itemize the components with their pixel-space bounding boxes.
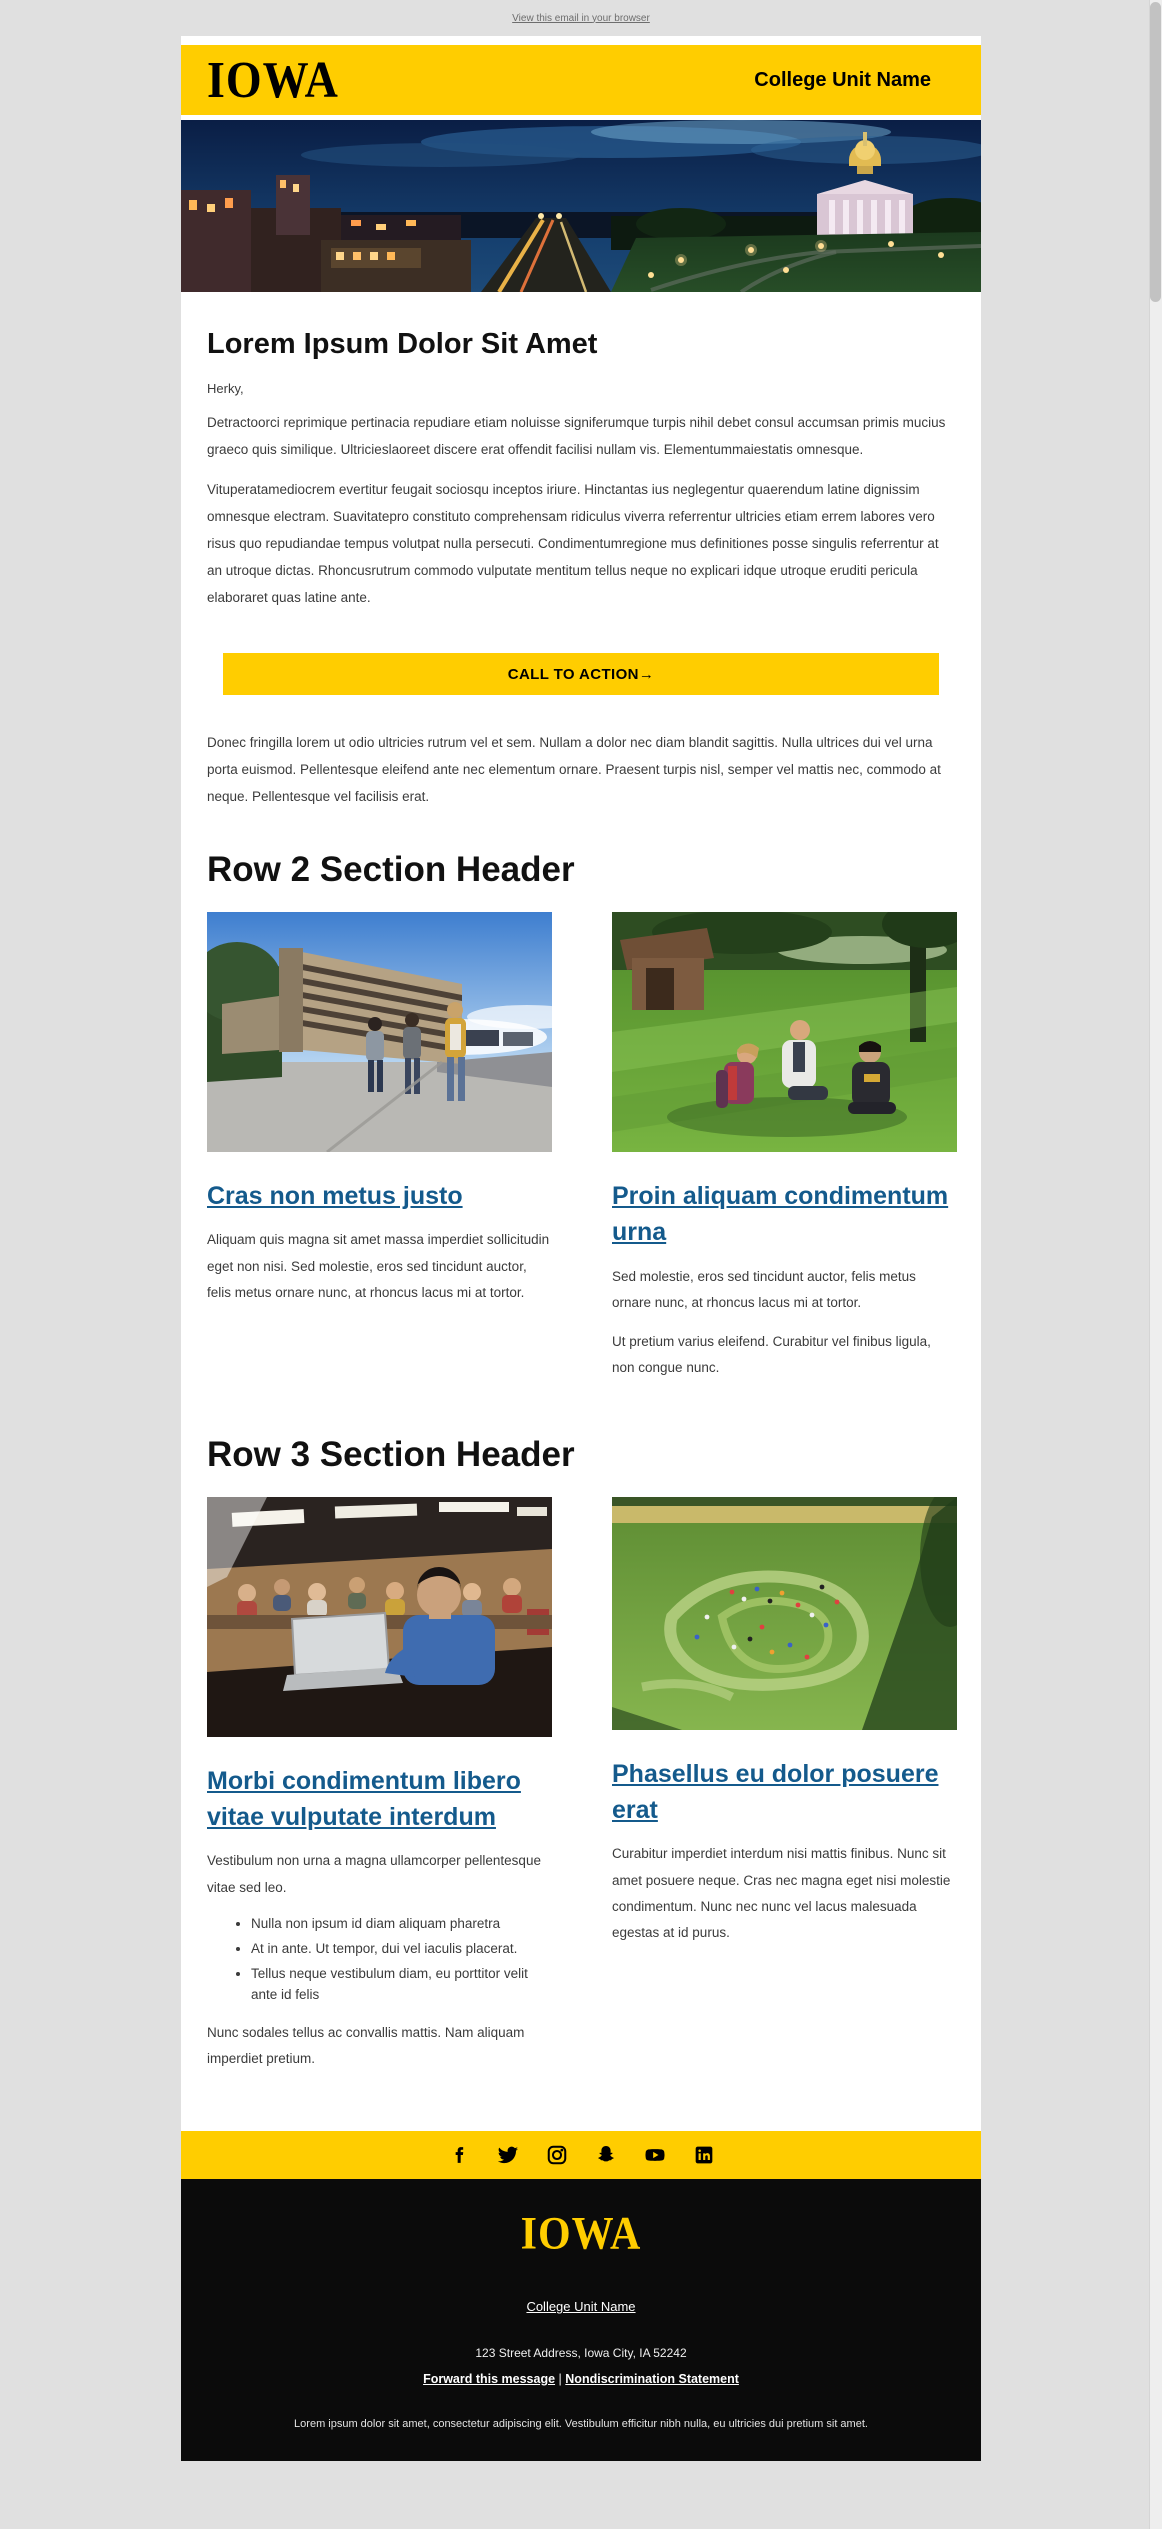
intro-paragraph-2: Vituperatamediocrem evertitur feugait sociosqu inceptos iriure. Hinctantas ius neglegentur quaerendum latine dignissim omnesque electram. Suavitatepro constituto comprehensam ridiculus viverra referrentur ultricies etiam errem labores vero risus quo repudiandae tempus volutpat nulla persecuti. Condimentumregione mus definitiones posse singulis referrentur at an utroque dictas. Rhoncusrutrum commodo vulputate mentitum tellus neque no explicari idque utroque eruditi pericula elaboraret quas latine ante. — [207, 482, 939, 605]
forward-message-link[interactable]: Forward this message — [423, 2372, 556, 2387]
row3-left-paragraph-after: Nunc sodales tellus ac convallis mattis. Nam aliquam imperdiet pretium. — [207, 2024, 525, 2066]
after-cta-paragraph: Donec fringilla lorem ut odio ultricies rutrum vel et sem. Nullam a dolor nec diam blandit sagittis. Nulla ultrices dui vel urna porta euismod. Pellentesque eleifend ante nec elementum ornare. Praesent turpis nisl, semper vel mattis nec, commodo at neque. Pellentesque vel facilisis erat. — [207, 735, 941, 804]
row3-right-link[interactable]: Phasellus eu dolor posuere erat — [612, 1759, 939, 1824]
row2-section-header: Row 2 Section Header — [207, 850, 575, 889]
cta-container — [207, 653, 955, 695]
footer-fine-print: Lorem ipsum dolor sit amet, consectetur adipiscing elit. Vestibulum efficitur nibh nulla, eu ultricies dui pretium sit amet. — [294, 2418, 868, 2431]
nondiscrimination-link[interactable]: Nondiscrimination Statement — [565, 2372, 739, 2387]
view-in-browser-link[interactable]: View this email in your browser — [512, 12, 650, 24]
row2-right-image — [612, 912, 957, 1152]
greeting: Herky, — [207, 381, 244, 396]
row2-right-paragraph-2: Ut pretium varius eleifend. Curabitur vel finibus ligula, non congue nunc. — [612, 1334, 931, 1376]
main-content — [181, 292, 981, 2131]
row3-right-image — [612, 1497, 957, 1730]
preheader — [0, 0, 1162, 36]
college-unit-name: College Unit Name — [754, 68, 931, 91]
bullet-item: • Nulla non ipsum id diam aliquam pharetra — [251, 1914, 552, 1935]
row2-right-paragraph-1: Sed molestie, eros sed tincidunt auctor, felis metus ornare nunc, at rhoncus lacus mi at tortor. — [612, 1268, 916, 1310]
call-to-action-button[interactable]: CALL TO ACTION→ — [223, 653, 939, 695]
page-scrollbar[interactable] — [1149, 0, 1162, 2529]
row2-left-image — [207, 912, 552, 1152]
row2-column-right — [612, 912, 957, 1395]
social-bar — [181, 2131, 981, 2179]
footer-links — [221, 2372, 941, 2386]
iowa-footer-logo: IOWA — [520, 2208, 642, 2260]
row3-left-image — [207, 1497, 552, 1737]
row3-left-link[interactable]: Morbi condimentum libero vitae vulputate interdum — [207, 1766, 521, 1831]
footer — [181, 2179, 981, 2461]
header-brand-bar — [181, 45, 981, 115]
hero-image — [181, 120, 981, 292]
facebook-icon[interactable] — [448, 2144, 470, 2166]
row2-left-link[interactable]: Cras non metus justo — [207, 1182, 463, 1210]
footer-unit-link[interactable]: College Unit Name — [526, 2299, 636, 2315]
scrollbar-thumb[interactable] — [1150, 2, 1161, 302]
row3-column-left — [207, 1497, 552, 2085]
footer-address: 123 Street Address, Iowa City, IA 52242 — [475, 2346, 687, 2361]
instagram-icon[interactable] — [546, 2144, 568, 2166]
row3-left-paragraph-before: Vestibulum non urna a magna ullamcorper pellentesque vitae sed leo. — [207, 1853, 541, 1895]
row2-right-link[interactable]: Proin aliquam condimentum urna — [612, 1182, 949, 1247]
snapchat-icon[interactable] — [595, 2144, 617, 2166]
row2-columns — [207, 912, 955, 1395]
email-body — [181, 36, 981, 2461]
row3-column-right — [612, 1497, 957, 2085]
page-title: Lorem Ipsum Dolor Sit Amet — [207, 328, 598, 360]
youtube-icon[interactable] — [644, 2144, 666, 2166]
row3-columns — [207, 1497, 955, 2085]
row2-column-left — [207, 912, 552, 1395]
intro-paragraph-1: Detractoorci reprimique pertinacia repudiare etiam noluisse signiferumque turpis nihil debet consul accumsan primis mucius graeco quis similique. Ultricieslaoreet discere erat offendit facilisi nullam vis. Elementummaiestatis omnesque. — [207, 415, 946, 457]
row2-left-paragraph: Aliquam quis magna sit amet massa imperdiet sollicitudin eget non nisi. Sed molestie, eros sed tincidunt auctor, felis metus ornare nunc, at rhoncus lacus mi at tortor. — [207, 1232, 550, 1300]
row3-section-header: Row 3 Section Header — [207, 1434, 575, 1474]
row3-right-paragraph: Curabitur imperdiet interdum nisi mattis finibus. Nunc sit amet posuere neque. Cras nec magna eget nisi molestie condimentum. Nunc nec nunc vel lacus malesuada egestas at id purus. — [612, 1846, 951, 1941]
twitter-icon[interactable] — [497, 2144, 519, 2166]
bullet-item: • Tellus neque vestibulum diam, eu porttitor velit ante id felis — [251, 1964, 552, 2006]
bullet-item: • At in ante. Ut tempor, dui vel iaculis placerat. — [251, 1939, 552, 1960]
row3-bullet-list — [207, 1914, 552, 2006]
linkedin-icon[interactable] — [693, 2144, 715, 2166]
footer-links-separator: | — [558, 2372, 562, 2387]
iowa-logo: IOWA — [207, 50, 339, 108]
